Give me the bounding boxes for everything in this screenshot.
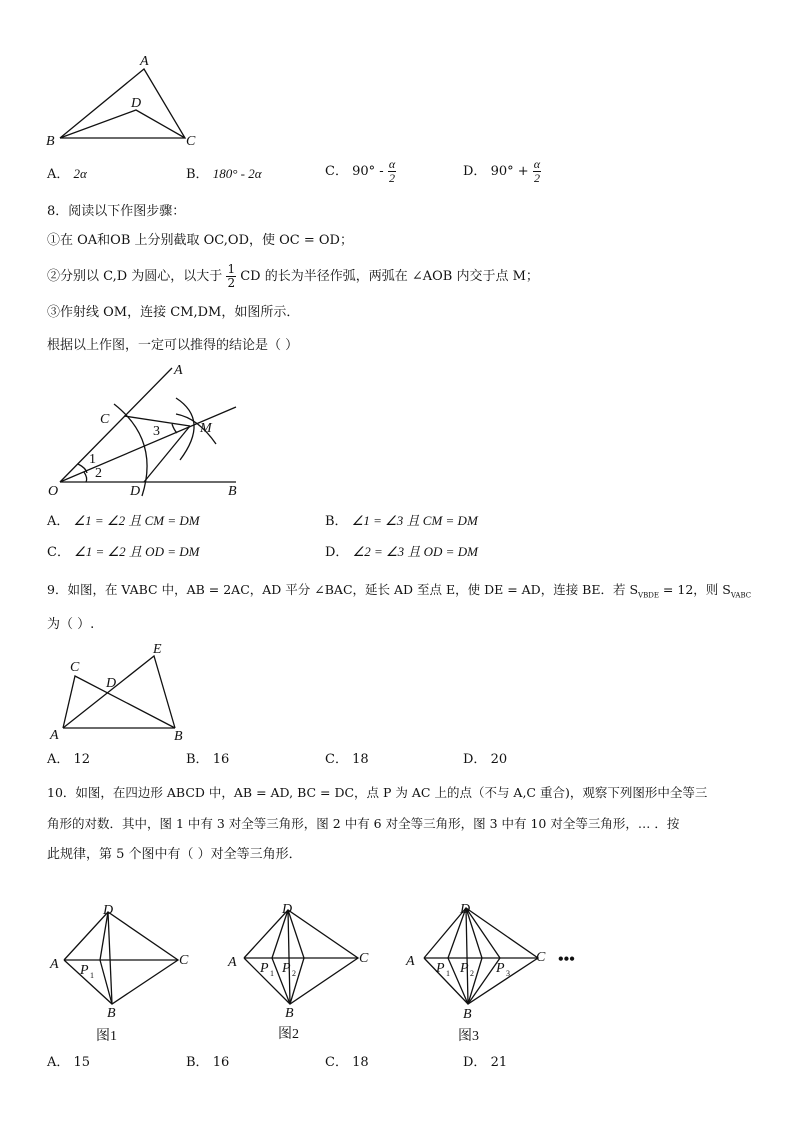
q10-fig2-label-p1: P xyxy=(260,961,269,976)
q10-fig2-caption: 图2 xyxy=(278,1027,299,1042)
q8-label-d: D xyxy=(130,484,141,499)
q8-angle-mark-3 xyxy=(172,424,177,433)
q9-label-e: E xyxy=(153,642,162,657)
q10-fig3-segments-p1 xyxy=(448,908,468,1004)
q8-label-c: C xyxy=(100,412,110,427)
q10-fig1-sub-1: 1 xyxy=(90,971,94,980)
q10-fig3-label-a: A xyxy=(406,954,415,969)
q7-option-d[interactable]: D． 90° + $\frac{\alpha}{2}$ xyxy=(463,157,541,185)
q8-construction-figure xyxy=(40,360,250,500)
q7-option-c-fraction: $\frac{\alpha}{2}$ xyxy=(388,157,396,185)
q8-angle-1: 1 xyxy=(89,452,96,467)
q9-stem-line2: 为（ ）. xyxy=(47,617,95,632)
q10-fig3-label-p3: P xyxy=(496,961,505,976)
q10-figure-3 xyxy=(400,900,600,1050)
q9-option-b[interactable]: B． 16 xyxy=(186,752,230,767)
q8-angle-2: 2 xyxy=(95,466,102,481)
q9-option-d[interactable]: D． 20 xyxy=(463,752,508,767)
q7-label-b: B xyxy=(46,134,55,149)
q10-fig3-diagonal-bd xyxy=(466,908,468,1004)
q7-option-d-fraction: $\frac{\alpha}{2}$ xyxy=(533,157,541,185)
q10-fig1-label-b: B xyxy=(107,1006,116,1021)
q8-angle-3: 3 xyxy=(153,424,160,439)
q8-option-b[interactable]: B． ∠1 = ∠3 且 CM = DM xyxy=(325,513,478,529)
q10-fig1-label-c: C xyxy=(179,953,189,968)
q10-fig2-label-c: C xyxy=(359,951,369,966)
q8-label-b: B xyxy=(228,484,237,499)
q8-step2: ②分别以 C,D 为圆心，以大于 $\frac{1}{2}$ CD 的长为半径作弧，两弧在 ∠AOB 内交于点 M； xyxy=(47,262,539,290)
q10-continuation-dots: ••• xyxy=(558,951,575,968)
q10-fig2-diagonal-bd xyxy=(288,910,290,1004)
q10-fig2-quadrilateral xyxy=(244,910,358,1004)
q8-label-a: A xyxy=(174,363,183,378)
q7-segments-bd-dc xyxy=(60,110,185,138)
q8-label-o: O xyxy=(48,484,59,499)
q10-fig1-label-d: D xyxy=(103,903,114,918)
q7-label-d: D xyxy=(131,96,142,111)
q8-question: 根据以上作图，一定可以推得的结论是（ ） xyxy=(47,338,299,353)
q10-fig3-label-c: C xyxy=(536,950,546,965)
q10-option-c[interactable]: C． 18 xyxy=(325,1055,369,1070)
q10-fig3-label-b: B xyxy=(463,1007,472,1022)
q10-fig2-segments-p2 xyxy=(288,910,304,1004)
q8-step3: ③作射线 OM，连接 CM,DM，如图所示． xyxy=(47,305,300,320)
q10-figure-2 xyxy=(220,900,380,1050)
q8-option-c[interactable]: C． ∠1 = ∠2 且 OD = DM xyxy=(47,544,200,560)
q9-option-a[interactable]: A． 12 xyxy=(47,752,91,767)
q10-fig3-label-d: D xyxy=(460,902,471,917)
q9-option-c[interactable]: C． 18 xyxy=(325,752,369,767)
q8-option-d[interactable]: D． ∠2 = ∠3 且 OD = DM xyxy=(325,544,478,560)
q10-fig3-sub-2: 2 xyxy=(470,969,474,978)
q10-fig1-label-p: P xyxy=(80,963,89,978)
q10-fig3-caption: 图3 xyxy=(458,1029,479,1044)
q8-heading: 8．阅读以下作图步骤： xyxy=(47,204,186,219)
q10-fig2-label-a: A xyxy=(228,955,237,970)
q10-option-d[interactable]: D． 21 xyxy=(463,1055,508,1070)
q8-option-a[interactable]: A． ∠1 = ∠2 且 CM = DM xyxy=(47,513,200,529)
q10-option-a[interactable]: A． 15 xyxy=(47,1055,91,1070)
q8-step2-fraction: $\frac{1}{2}$ xyxy=(227,262,236,290)
q10-fig1-label-a: A xyxy=(50,957,59,972)
q10-stem-line2: 角形的对数．其中，图 1 中有 3 对全等三角形，图 2 中有 6 对全等三角形，图 3 中有 10 对全等三角形，… ．按 xyxy=(47,816,680,831)
q9-label-d: D xyxy=(106,676,117,691)
q9-label-c: C xyxy=(70,660,80,675)
q10-fig3-label-p2: P xyxy=(460,961,469,976)
q10-fig1-caption: 图1 xyxy=(96,1029,117,1044)
q10-stem-line1: 10．如图，在四边形 ABCD 中，AB = AD, BC = DC，点 P 为 AC 上的点（不与 A,C 重合)，观察下列图形中全等三 xyxy=(47,785,708,800)
q10-stem-line3: 此规律，第 5 个图中有（ ）对全等三角形． xyxy=(47,847,302,862)
q9-figure xyxy=(50,640,200,744)
q10-fig2-label-p2: P xyxy=(282,961,291,976)
q8-step1: ①在 OA和OB 上分别截取 OC,OD，使 OC = OD； xyxy=(47,233,353,248)
q8-segment-dm xyxy=(144,426,190,482)
q9-stem-line1: 9．如图，在 VABC 中，AB = 2AC，AD 平分 ∠BAC，延长 AD 至点 E，使 DE = AD，连接 BE．若 $S_{VBDE} = 12$，则 $S_{VABC}$ xyxy=(47,582,752,600)
q10-fig1-quadrilateral xyxy=(64,912,178,1004)
q10-fig3-segments-p2 xyxy=(466,908,482,1004)
q10-fig2-label-b: B xyxy=(285,1006,294,1021)
q9-label-b: B xyxy=(174,729,183,744)
q10-fig2-sub-2: 2 xyxy=(292,969,296,978)
q9-segments-ae-eb xyxy=(63,656,175,728)
q7-option-b[interactable]: B． 180° - 2α xyxy=(186,166,262,182)
q7-label-a: A xyxy=(140,54,149,69)
q10-figure-1 xyxy=(40,900,200,1050)
q7-label-c: C xyxy=(186,134,196,149)
q10-fig3-sub-1: 1 xyxy=(446,969,450,978)
q8-angle-mark-2 xyxy=(84,472,87,482)
q7-option-c[interactable]: C． 90° - $\frac{\alpha}{2}$ xyxy=(325,157,396,185)
q7-triangle-figure xyxy=(40,50,210,150)
q7-option-a[interactable]: A． 2α xyxy=(47,166,87,182)
q9-label-a: A xyxy=(50,728,59,743)
q10-fig3-label-p1: P xyxy=(436,961,445,976)
q10-fig3-sub-3: 3 xyxy=(506,969,510,978)
q8-label-m: M xyxy=(200,421,212,436)
q10-option-b[interactable]: B． 16 xyxy=(186,1055,230,1070)
q10-fig2-label-d: D xyxy=(282,902,293,917)
q10-fig2-sub-1: 1 xyxy=(270,969,274,978)
